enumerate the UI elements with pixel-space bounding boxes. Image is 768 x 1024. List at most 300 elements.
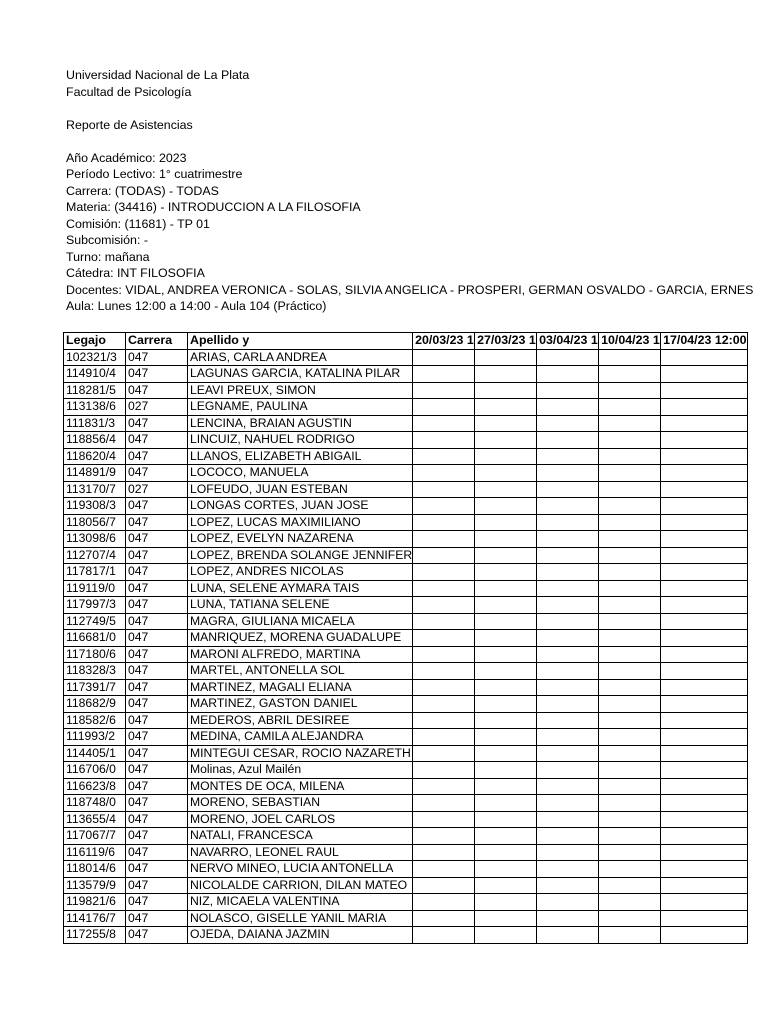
attendance-cell (661, 399, 747, 416)
attendance-cell (537, 877, 599, 894)
carrera-text: 047 (128, 795, 149, 809)
attendance-cell (599, 432, 661, 449)
table-row (64, 729, 748, 746)
table-row (64, 498, 748, 515)
student-name-cell (188, 613, 413, 630)
carrera-text: 047 (128, 663, 149, 677)
carrera-cell (126, 778, 188, 795)
attendance-cell (537, 811, 599, 828)
attendance-cell (475, 844, 537, 861)
student-name-cell (188, 828, 413, 845)
attendance-cell (413, 531, 475, 548)
table-row (64, 811, 748, 828)
attendance-cell (537, 696, 599, 713)
legajo-cell (64, 778, 126, 795)
attendance-cell (599, 910, 661, 927)
student-name-text: MARONI ALFREDO, MARTINA (190, 646, 361, 661)
table-header-row (64, 333, 748, 350)
attendance-cell (413, 448, 475, 465)
attendance-cell (475, 877, 537, 894)
attendance-cell (413, 844, 475, 861)
table-row (64, 679, 748, 696)
student-name-text: ARIAS, CARLA ANDREA (190, 349, 327, 364)
carrera-text: 047 (128, 861, 149, 875)
attendance-cell (537, 778, 599, 795)
attendance-cell (413, 696, 475, 713)
carrera-cell (126, 663, 188, 680)
attendance-cell (599, 712, 661, 729)
student-name-text: LINCUIZ, NAHUEL RODRIGO (190, 432, 355, 446)
carrera-cell (126, 910, 188, 927)
academic-year: Año Académico: 2023 (66, 150, 187, 165)
attendance-cell (599, 349, 661, 366)
academic-period: Período Lectivo: 1° cuatrimestre (66, 167, 243, 181)
legajo-cell (64, 712, 126, 729)
student-name-cell (188, 729, 413, 746)
attendance-cell (599, 844, 661, 861)
carrera-text: 047 (128, 745, 149, 760)
attendance-cell (661, 729, 747, 746)
attendance-cell (413, 580, 475, 597)
table-row (64, 613, 748, 630)
attendance-cell (599, 531, 661, 548)
attendance-cell (599, 630, 661, 647)
attendance-table (63, 332, 748, 944)
carrera-text: 047 (128, 679, 149, 694)
table-row (64, 547, 748, 564)
student-name-text: OJEDA, DAIANA JAZMIN (190, 927, 330, 941)
attendance-cell (537, 712, 599, 729)
carrera-text: 047 (128, 531, 149, 545)
attendance-cell (537, 399, 599, 416)
attendance-cell (599, 745, 661, 762)
table-row (64, 646, 748, 663)
carrera-cell (126, 498, 188, 515)
legajo-text: 111993/2 (66, 729, 116, 743)
carrera-cell (126, 564, 188, 581)
carrera-cell (126, 465, 188, 482)
student-name-text: LOPEZ, LUCAS MAXIMILIANO (190, 514, 361, 529)
faculty-name: Facultad de Psicología (66, 84, 192, 99)
carrera-text: 047 (128, 894, 149, 908)
carrera-cell (126, 712, 188, 729)
legajo-text: 116623/8 (66, 778, 116, 793)
attendance-cell (661, 349, 747, 366)
column-header: Apellido y (188, 333, 413, 350)
carrera-text: 047 (128, 349, 149, 364)
carrera-text: 047 (128, 613, 149, 628)
table-row (64, 564, 748, 581)
legajo-cell (64, 580, 126, 597)
legajo-cell (64, 415, 126, 432)
table-row (64, 828, 748, 845)
carrera-cell (126, 679, 188, 696)
student-name-cell (188, 465, 413, 482)
carrera-cell (126, 597, 188, 614)
student-name-cell (188, 762, 413, 779)
carrera-text: 047 (128, 910, 149, 925)
student-name-text: MORENO, SEBASTIAN (190, 795, 321, 809)
legajo-cell (64, 745, 126, 762)
attendance-cell (475, 795, 537, 812)
carrera-text: 047 (128, 828, 149, 842)
legajo-text: 114405/1 (66, 745, 116, 760)
table-row (64, 580, 748, 597)
attendance-cell (599, 811, 661, 828)
carrera-cell (126, 894, 188, 911)
attendance-cell (661, 498, 747, 515)
carrera-text: 047 (128, 646, 149, 661)
legajo-text: 117391/7 (66, 679, 116, 694)
attendance-cell (475, 432, 537, 449)
table-row (64, 448, 748, 465)
table-row (64, 382, 748, 399)
attendance-cell (537, 465, 599, 482)
legajo-text: 114910/4 (66, 366, 116, 380)
legajo-text: 113170/7 (66, 481, 116, 496)
attendance-cell (413, 877, 475, 894)
attendance-cell (475, 679, 537, 696)
legajo-text: 112707/4 (66, 547, 116, 562)
attendance-cell (599, 696, 661, 713)
attendance-cell (475, 646, 537, 663)
student-name-text: MAGRA, GIULIANA MICAELA (190, 613, 355, 628)
attendance-cell (413, 465, 475, 482)
attendance-cell (475, 448, 537, 465)
attendance-cell (661, 597, 747, 614)
attendance-cell (537, 894, 599, 911)
carrera-text: 047 (128, 415, 149, 430)
legajo-text: 119821/6 (66, 894, 116, 908)
attendance-cell (661, 382, 747, 399)
student-name-cell (188, 547, 413, 564)
carrera-cell (126, 795, 188, 812)
legajo-text: 118014/6 (66, 861, 116, 875)
attendance-cell (413, 861, 475, 878)
legajo-cell (64, 514, 126, 531)
student-name-text: MONTES DE OCA, MILENA (190, 778, 345, 793)
carrera-cell (126, 349, 188, 366)
legajo-text: 118620/4 (66, 448, 116, 463)
attendance-cell (537, 828, 599, 845)
report-title: Reporte de Asistencias (66, 117, 193, 132)
carrera-text: 047 (128, 498, 149, 512)
attendance-cell (475, 597, 537, 614)
legajo-text: 114891/9 (66, 465, 116, 479)
student-name-text: MANRIQUEZ, MORENA GUADALUPE (190, 630, 402, 644)
attendance-cell (413, 597, 475, 614)
attendance-cell (661, 630, 747, 647)
legajo-text: 118748/0 (66, 795, 116, 809)
carrera-text: 047 (128, 877, 149, 892)
student-name-text: Molinas, Azul Mailén (190, 762, 302, 776)
student-name-text: LENCINA, BRAIAN AGUSTIN (190, 415, 352, 430)
attendance-cell (413, 415, 475, 432)
attendance-cell (413, 349, 475, 366)
student-name-text: NATALI, FRANCESCA (190, 828, 313, 842)
attendance-cell (475, 861, 537, 878)
legajo-cell (64, 646, 126, 663)
student-name-text: LOCOCO, MANUELA (190, 465, 309, 479)
attendance-cell (661, 679, 747, 696)
attendance-cell (599, 778, 661, 795)
attendance-cell (537, 745, 599, 762)
attendance-cell (661, 366, 747, 383)
student-name-cell (188, 861, 413, 878)
legajo-text: 117255/8 (66, 927, 116, 941)
table-row (64, 630, 748, 647)
legajo-cell (64, 547, 126, 564)
attendance-cell (413, 910, 475, 927)
student-name-text: LUNA, SELENE AYMARA TAIS (190, 580, 360, 595)
attendance-cell (599, 679, 661, 696)
carrera-cell (126, 531, 188, 548)
attendance-cell (661, 531, 747, 548)
student-name-text: NICOLALDE CARRION, DILAN MATEO (190, 877, 408, 892)
table-row (64, 894, 748, 911)
attendance-cell (413, 547, 475, 564)
student-name-cell (188, 646, 413, 663)
student-name-text: LONGAS CORTES, JUAN JOSE (190, 498, 369, 512)
attendance-cell (599, 894, 661, 911)
attendance-cell (537, 349, 599, 366)
legajo-text: 117997/3 (66, 597, 116, 611)
carrera-cell (126, 399, 188, 416)
student-name-cell (188, 531, 413, 548)
table-row (64, 712, 748, 729)
student-name-cell (188, 514, 413, 531)
table-row (64, 432, 748, 449)
legajo-text: 116119/6 (66, 844, 116, 859)
student-name-cell (188, 382, 413, 399)
table-row (64, 861, 748, 878)
attendance-cell (475, 498, 537, 515)
attendance-cell (537, 679, 599, 696)
carrera-cell (126, 580, 188, 597)
table-row (64, 366, 748, 383)
carrera-text: 047 (128, 564, 149, 578)
carrera-cell (126, 844, 188, 861)
student-name-text: NOLASCO, GISELLE YANIL MARIA (190, 910, 387, 925)
student-name-cell (188, 399, 413, 416)
table-row (64, 415, 748, 432)
carrera-text: 047 (128, 927, 149, 941)
attendance-cell (413, 564, 475, 581)
legajo-text: 114176/7 (66, 910, 116, 925)
attendance-cell (661, 844, 747, 861)
attendance-cell (475, 745, 537, 762)
attendance-cell (475, 927, 537, 944)
attendance-cell (475, 465, 537, 482)
student-name-cell (188, 663, 413, 680)
table-row (64, 481, 748, 498)
attendance-cell (475, 580, 537, 597)
spacer (66, 100, 756, 117)
student-name-text: LUNA, TATIANA SELENE (190, 597, 330, 611)
legajo-cell (64, 762, 126, 779)
legajo-cell (64, 844, 126, 861)
carrera-text: 047 (128, 580, 149, 595)
carrera-text: 027 (128, 481, 149, 496)
attendance-cell (537, 630, 599, 647)
carrera-cell (126, 729, 188, 746)
attendance-cell (475, 481, 537, 498)
carrera-text: 047 (128, 729, 149, 743)
attendance-cell (661, 894, 747, 911)
table-row (64, 762, 748, 779)
attendance-cell (599, 415, 661, 432)
attendance-cell (475, 415, 537, 432)
carrera-cell (126, 630, 188, 647)
legajo-cell (64, 382, 126, 399)
carrera-cell (126, 415, 188, 432)
table-row (64, 663, 748, 680)
legajo-text: 111831/3 (66, 415, 116, 430)
legajo-text: 118328/3 (66, 663, 116, 677)
table-row (64, 465, 748, 482)
attendance-cell (537, 762, 599, 779)
classroom: Aula: Lunes 12:00 a 14:00 - Aula 104 (Práctico) (66, 299, 327, 313)
carrera-cell (126, 366, 188, 383)
carrera-cell (126, 745, 188, 762)
legajo-cell (64, 564, 126, 581)
table-row (64, 349, 748, 366)
student-name-cell (188, 580, 413, 597)
legajo-cell (64, 828, 126, 845)
attendance-cell (661, 613, 747, 630)
legajo-cell (64, 679, 126, 696)
attendance-cell (537, 613, 599, 630)
attendance-cell (537, 366, 599, 383)
student-name-cell (188, 366, 413, 383)
attendance-cell (661, 481, 747, 498)
attendance-cell (413, 778, 475, 795)
attendance-cell (661, 465, 747, 482)
attendance-cell (661, 432, 747, 449)
attendance-cell (413, 795, 475, 812)
student-name-cell (188, 811, 413, 828)
table-row (64, 778, 748, 795)
student-name-cell (188, 894, 413, 911)
carrera-cell (126, 696, 188, 713)
teachers: Docentes: VIDAL, ANDREA VERONICA - SOLAS, SILVIA ANGELICA - PROSPERI, GERMAN OSVALDO - GARCIA, ERNES (66, 282, 754, 297)
attendance-cell (413, 712, 475, 729)
table-row (64, 927, 748, 944)
attendance-cell (661, 910, 747, 927)
attendance-cell (413, 828, 475, 845)
legajo-text: 119308/3 (66, 498, 116, 512)
attendance-cell (413, 745, 475, 762)
attendance-cell (599, 877, 661, 894)
attendance-cell (661, 646, 747, 663)
attendance-cell (475, 712, 537, 729)
attendance-cell (475, 399, 537, 416)
shift: Turno: mañana (66, 249, 150, 264)
attendance-cell (413, 432, 475, 449)
attendance-cell (661, 778, 747, 795)
student-name-text: LEGNAME, PAULINA (190, 399, 308, 413)
column-header: 17/04/23 12:00 (661, 333, 747, 350)
legajo-cell (64, 910, 126, 927)
attendance-cell (599, 828, 661, 845)
column-header: 03/04/23 1 (537, 333, 599, 350)
legajo-cell (64, 613, 126, 630)
attendance-cell (475, 811, 537, 828)
legajo-cell (64, 399, 126, 416)
attendance-cell (661, 877, 747, 894)
student-name-cell (188, 778, 413, 795)
legajo-cell (64, 795, 126, 812)
table-row (64, 795, 748, 812)
attendance-cell (413, 894, 475, 911)
attendance-cell (413, 729, 475, 746)
attendance-cell (413, 811, 475, 828)
legajo-text: 117067/7 (66, 828, 116, 842)
attendance-cell (599, 448, 661, 465)
student-name-text: MARTEL, ANTONELLA SOL (190, 663, 345, 677)
legajo-text: 118682/9 (66, 696, 116, 710)
attendance-cell (537, 861, 599, 878)
attendance-cell (661, 547, 747, 564)
attendance-cell (661, 580, 747, 597)
student-name-cell (188, 679, 413, 696)
attendance-cell (537, 927, 599, 944)
attendance-cell (475, 696, 537, 713)
attendance-cell (537, 514, 599, 531)
attendance-cell (599, 597, 661, 614)
attendance-cell (413, 399, 475, 416)
attendance-cell (661, 927, 747, 944)
legajo-cell (64, 432, 126, 449)
student-name-text: LOPEZ, BRENDA SOLANGE JENNIFER (190, 547, 413, 562)
student-name-cell (188, 597, 413, 614)
legajo-cell (64, 498, 126, 515)
table-row (64, 910, 748, 927)
attendance-cell (537, 646, 599, 663)
legajo-cell (64, 630, 126, 647)
legajo-text: 119119/0 (66, 580, 116, 595)
student-name-text: NAVARRO, LEONEL RAUL (190, 844, 339, 859)
table-row (64, 877, 748, 894)
attendance-cell (537, 415, 599, 432)
attendance-cell (475, 547, 537, 564)
table-row (64, 696, 748, 713)
carrera-text: 047 (128, 382, 149, 397)
legajo-cell (64, 349, 126, 366)
attendance-cell (661, 795, 747, 812)
legajo-text: 118056/7 (66, 514, 116, 529)
attendance-cell (599, 564, 661, 581)
carrera-cell (126, 828, 188, 845)
attendance-cell (661, 415, 747, 432)
carrera-cell (126, 547, 188, 564)
carrera-text: 047 (128, 696, 149, 710)
legajo-cell (64, 696, 126, 713)
student-name-cell (188, 745, 413, 762)
student-name-cell (188, 910, 413, 927)
legajo-text: 118856/4 (66, 432, 116, 446)
attendance-cell (475, 630, 537, 647)
attendance-cell (599, 399, 661, 416)
student-name-text: NIZ, MICAELA VALENTINA (190, 894, 340, 908)
student-name-text: LAGUNAS GARCIA, KATALINA PILAR (190, 366, 401, 380)
student-name-cell (188, 448, 413, 465)
attendance-cell (537, 448, 599, 465)
legajo-cell (64, 729, 126, 746)
column-header: 10/04/23 1 (599, 333, 661, 350)
carrera-text: 047 (128, 762, 149, 776)
student-name-cell (188, 349, 413, 366)
